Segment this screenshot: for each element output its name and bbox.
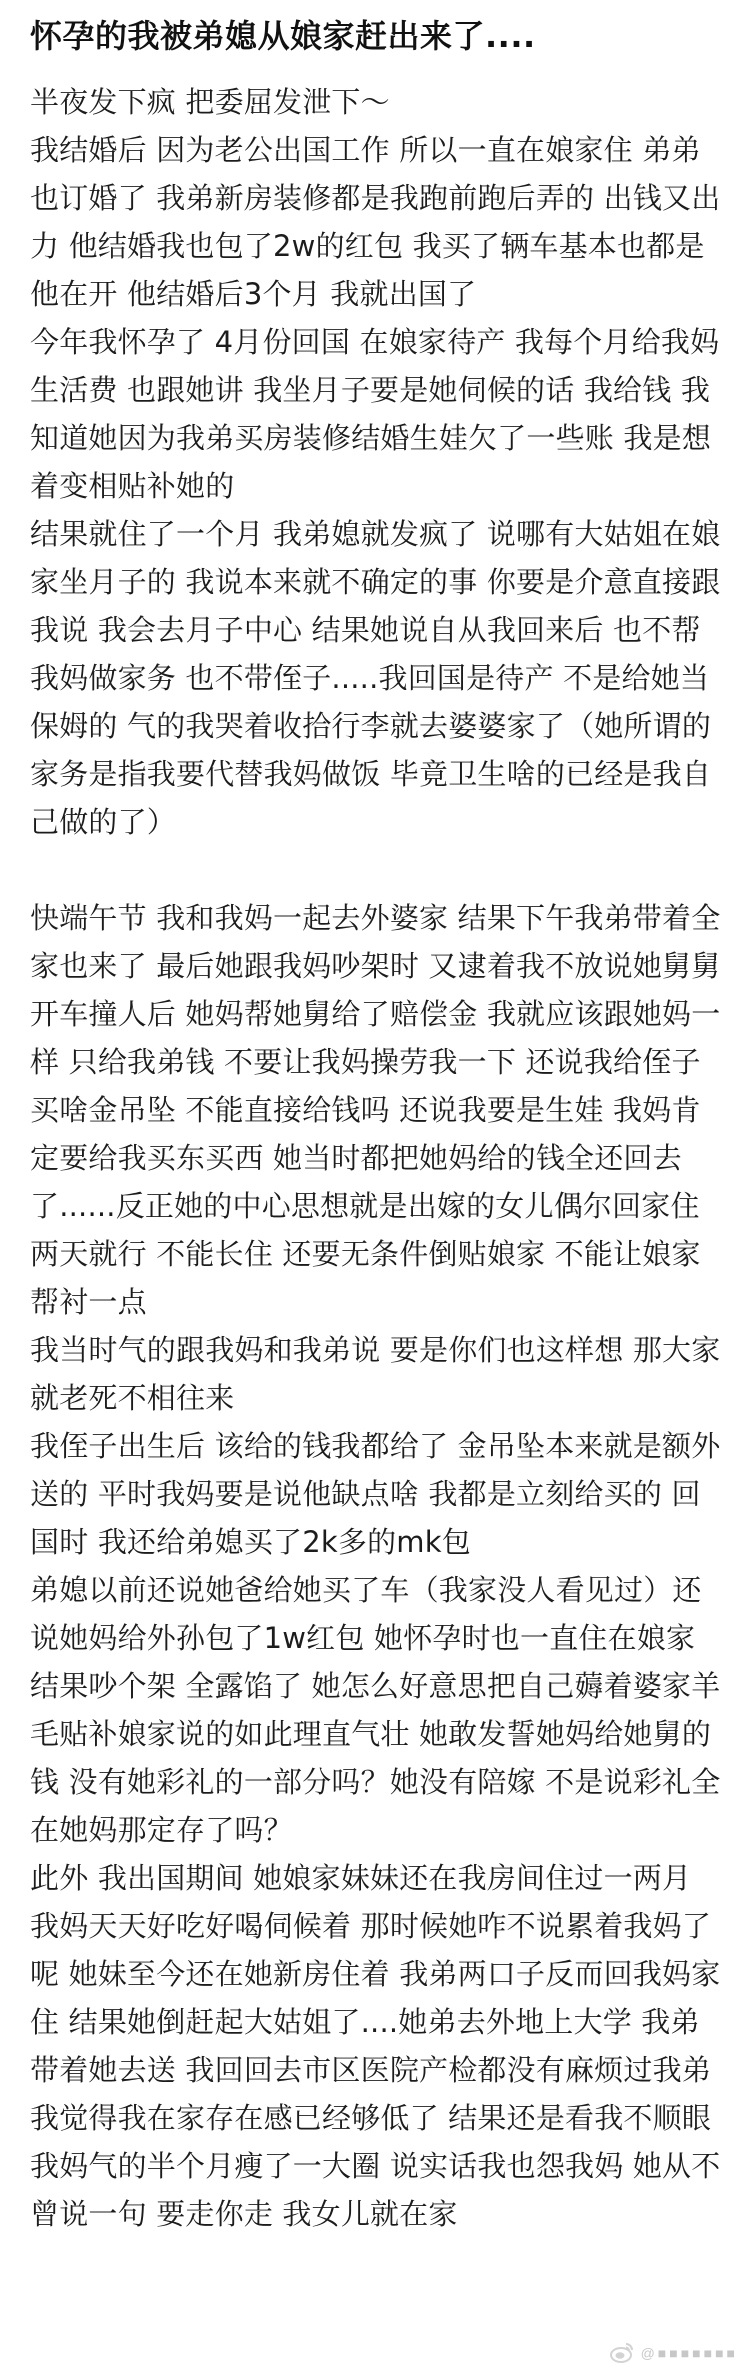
paragraph-6: 我当时气的跟我妈和我弟说 要是你们也这样想 那大家就老死不相往来 (30, 1333, 721, 1415)
weibo-logo-icon (609, 2340, 635, 2366)
watermark (609, 2340, 738, 2366)
paragraph-2: 我结婚后 因为老公出国工作 所以一直在娘家住 弟弟也订婚了 我弟新房装修都是我跑前跑后弄的 出钱又出力 他结婚我也包了2w的红包 我买了辆车基本也都是他在开 他结婚后3个月 我就出国了 (30, 133, 721, 311)
paragraph-gap (30, 846, 722, 894)
paragraph-3: 今年我怀孕了 4月份回国 在娘家待产 我每个月给我妈生活费 也跟她讲 我坐月子要是她伺候的话 我给钱 我知道她因为我弟买房装修结婚生娃欠了一些账 我是想着变相贴补她的 (30, 325, 720, 503)
post-title: 怀孕的我被弟媳从娘家赶出来了.... (30, 17, 536, 55)
paragraph-7: 我侄子出生后 该给的钱我都给了 金吊坠本来就是额外送的 平时我妈要是说他缺点啥 我都是立刻给买的 回国时 我还给弟媳买了2k多的mk包 (30, 1429, 721, 1559)
paragraph-4: 结果就住了一个月 我弟媳就发疯了 说哪有大姑姐在娘家坐月子的 我说本来就不确定的事 你要是介意直接跟我说 我会去月子中心 结果她说自从我回来后 也不帮我妈做家务 也不带侄子.....我回国是待产 不是给她当保姆的 气的我哭着收拾行李就去婆婆家了（她所谓的家务是指我要代替我妈做饭 毕竟卫生啥的已经是我自己做的了） (30, 517, 721, 839)
paragraph-9: 此外 我出国期间 她娘家妹妹还在我房间住过一两月 我妈天天好吃好喝伺候着 那时候她咋不说累着我妈了呢 她妹至今还在她新房住着 我弟两口子反而回我妈家住 结果她倒赶起大姑姐了....她弟去外地上大学 我弟带着她去送 我回回去市区医院产检都没有麻烦过我弟 我觉得我在家存在感已经够低了 结果还是看我不顺眼 (30, 1861, 721, 2135)
paragraph-5: 快端午节 我和我妈一起去外婆家 结果下午我弟带着全家也来了 最后她跟我妈吵架时 又逮着我不放说她舅舅开车撞人后 她妈帮她舅给了赔偿金 我就应该跟她妈一样 只给我弟钱 不要让我妈操劳我一下 还说我给侄子买啥金吊坠 不能直接给钱吗 还说我要是生娃 我妈肯定要给我买东买西 她当时都把她妈给的钱全还回去了......反正她的中心思想就是出嫁的女儿偶尔回家住两天就行 不能长住 还要无条件倒贴娘家 不能让娘家帮衬一点 (30, 901, 721, 1319)
paragraph-1: 半夜发下疯 把委屈发泄下～ (30, 85, 390, 119)
watermark-text: @■■■■■■■ (640, 2345, 738, 2361)
paragraph-8: 弟媳以前还说她爸给她买了车（我家没人看见过）还说她妈给外孙包了1w红包 她怀孕时也一直住在娘家 结果吵个架 全露馅了 她怎么好意思把自己薅着婆家羊毛贴补娘家说的如此理直气壮 她敢发誓她妈给她舅的钱 没有她彩礼的一部分吗？她没有陪嫁 不是说彩礼全在她妈那定存了吗？ (30, 1573, 721, 1847)
paragraph-10: 我妈气的半个月瘦了一大圈 说实话我也怨我妈 她从不曾说一句 要走你走 我女儿就在家 (30, 2149, 721, 2231)
